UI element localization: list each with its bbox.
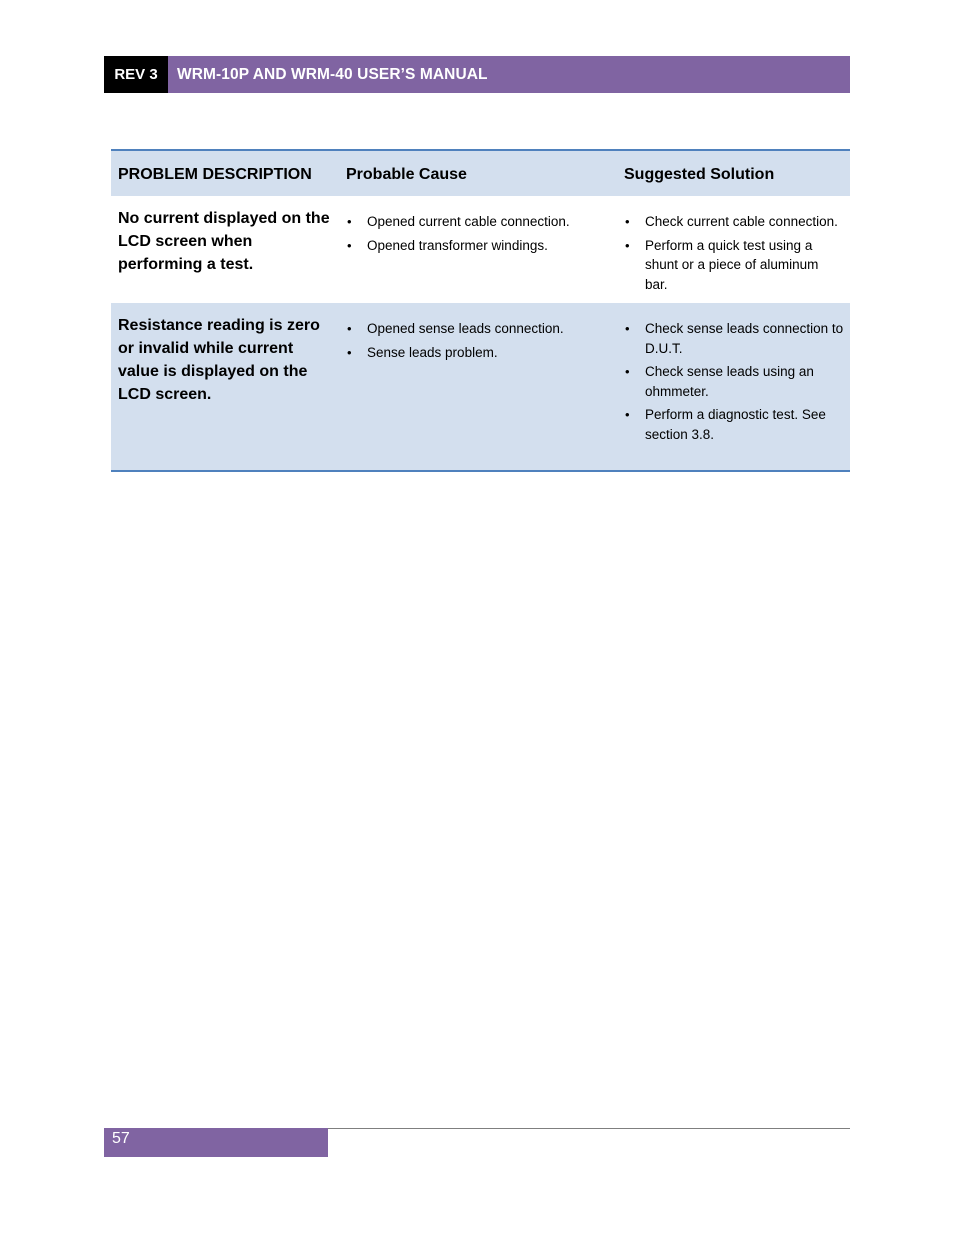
footer-rule (328, 1128, 850, 1129)
suggested-solution-cell (624, 196, 850, 303)
column-header-solution: Suggested Solution (624, 165, 775, 183)
table-row (111, 303, 850, 471)
solution-item: • Check sense leads using an ohmmeter. (624, 362, 844, 401)
cause-item: • Opened transformer windings. (346, 236, 618, 256)
solution-item: • Check sense leads connection to D.U.T. (624, 319, 844, 358)
problem-description: No current displayed on the LCD screen when performing a test. (118, 210, 330, 273)
cause-item: • Opened sense leads connection. (346, 319, 618, 339)
table-header-row (111, 150, 850, 196)
probable-cause-cell (346, 303, 624, 471)
page-number: 57 (104, 1128, 328, 1157)
solution-item: • Perform a quick test using a shunt or a piece of aluminum bar. (624, 236, 844, 295)
manual-title: WRM-10P AND WRM-40 USER’S MANUAL (168, 56, 850, 93)
page-header (104, 56, 850, 93)
probable-cause-cell (346, 196, 624, 303)
table-row (111, 196, 850, 303)
cause-item: • Opened current cable connection. (346, 212, 618, 232)
solution-item: • Perform a diagnostic test. See section 3.8. (624, 405, 844, 444)
column-header-cause: Probable Cause (346, 165, 467, 183)
problem-description: Resistance reading is zero or invalid while current value is displayed on the LCD screen. (118, 317, 320, 403)
revision-label: REV 3 (104, 56, 168, 93)
suggested-solution-cell (624, 303, 850, 471)
cause-item: • Sense leads problem. (346, 343, 618, 363)
solution-item: • Check current cable connection. (624, 212, 844, 232)
troubleshooting-table (111, 149, 850, 472)
column-header-problem: PROBLEM DESCRIPTION (118, 165, 312, 183)
